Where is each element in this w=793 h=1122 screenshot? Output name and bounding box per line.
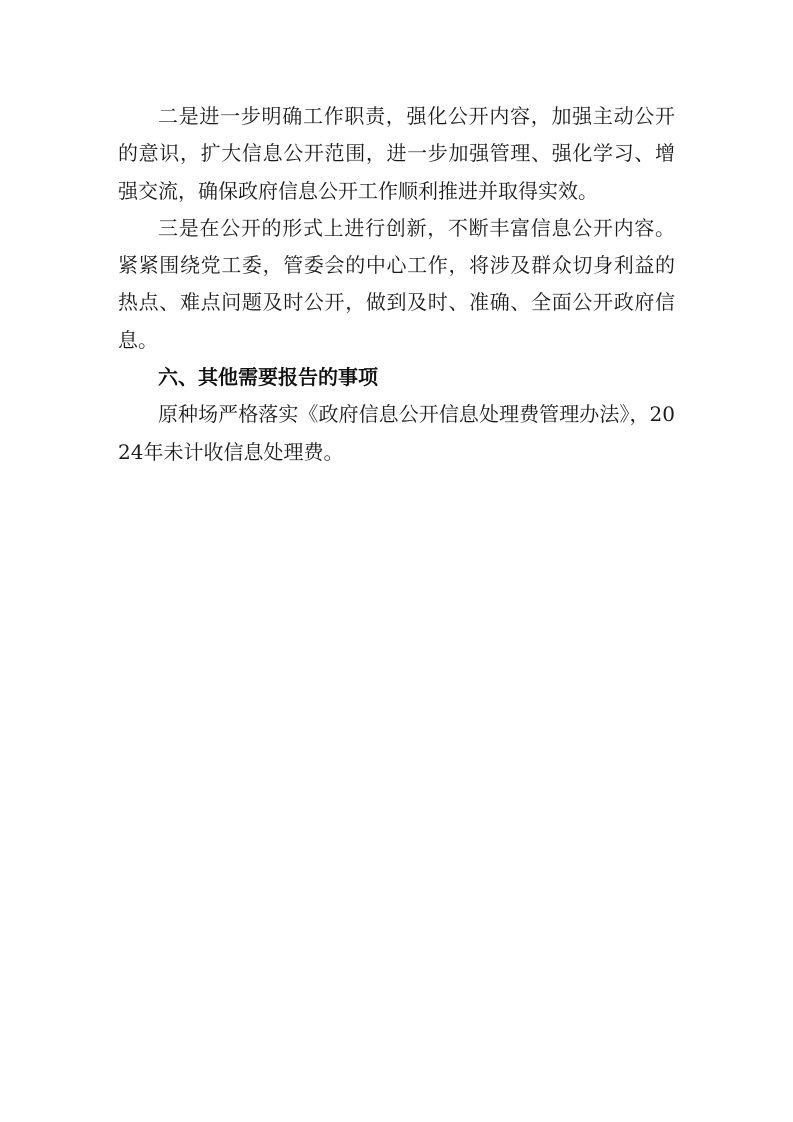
- section-heading: 六、其他需要报告的事项: [158, 365, 378, 390]
- paragraph-point-two: 二是进一步明确工作职责，强化公开内容，加强主动公开的意识，扩大信息公开范围，进一步加强管理、强化学习、增强交流，确保政府信息公开工作顺利推进并取得实效。: [118, 104, 675, 203]
- document-body: [118, 98, 675, 471]
- paragraph-point-three: 三是在公开的形式上进行创新，不断丰富信息公开内容。紧紧围绕党工委，管委会的中心工作，将涉及群众切身利益的热点、难点问题及时公开，做到及时、准确、全面公开政府信息。: [118, 215, 675, 352]
- paragraph-closing: 原种场严格落实《政府信息公开信息处理费管理办法》，2024年未计收信息处理费。: [118, 402, 675, 464]
